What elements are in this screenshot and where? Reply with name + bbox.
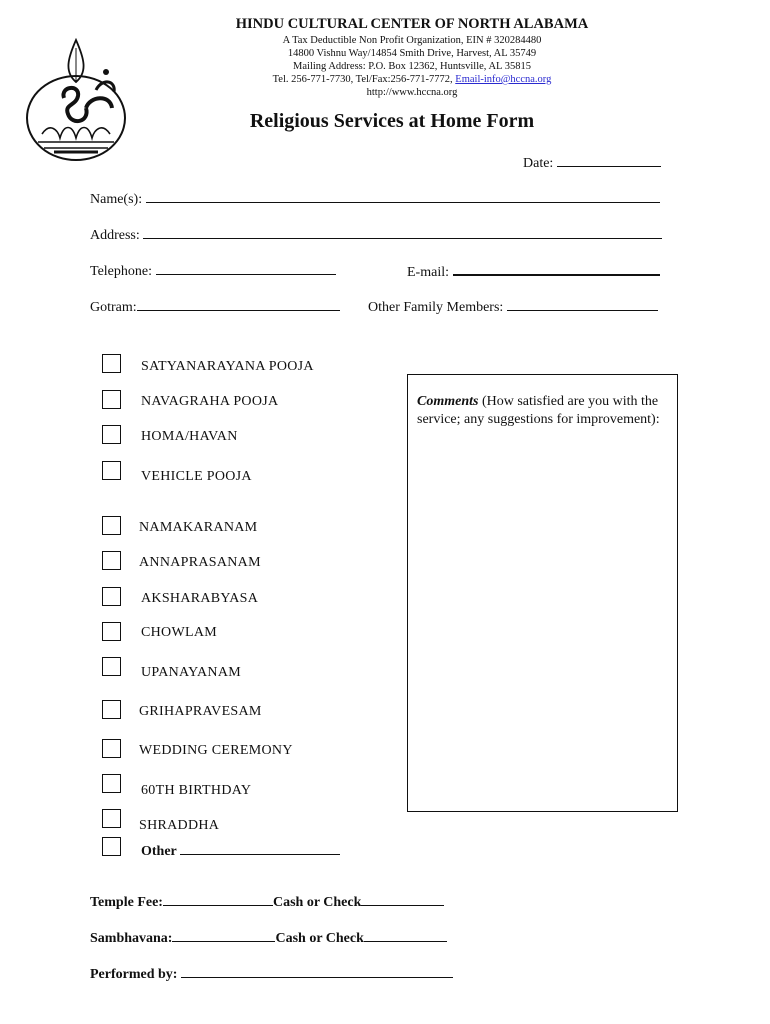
service-label: NAMAKARANAM — [139, 520, 258, 535]
comments-prompt — [417, 393, 667, 429]
other-input-line[interactable] — [180, 840, 340, 855]
telephone-input-line[interactable] — [156, 260, 336, 275]
gotram-label: Gotram: — [90, 300, 137, 315]
org-phone: Tel. 256-771-7730, Tel/Fax:256-771-7772, — [272, 74, 456, 85]
other-family-field — [368, 296, 658, 317]
email-label: E-mail: — [407, 265, 449, 280]
temple-fee-cash-or-check-label: Cash or Check — [272, 895, 362, 910]
service-label: ANNAPRASANAM — [139, 555, 261, 570]
address-label: Address: — [90, 228, 140, 243]
comments-box[interactable] — [407, 374, 678, 812]
service-label: SATYANARAYANA POOJA — [141, 359, 314, 374]
telephone-field — [90, 260, 336, 281]
other-family-label: Other Family Members: — [368, 300, 504, 315]
gotram-input-line[interactable] — [137, 296, 340, 311]
names-field — [90, 188, 660, 209]
sambhavana-label: Sambhavana: — [90, 931, 173, 946]
sambhavana-cash-or-check-line[interactable] — [364, 927, 447, 942]
service-label: NAVAGRAHA POOJA — [141, 394, 279, 409]
checkbox-other[interactable] — [102, 837, 121, 856]
email-field — [407, 260, 660, 282]
service-label: SHRADDHA — [139, 818, 220, 833]
form-title: Religious Services at Home Form — [249, 110, 535, 132]
checkbox-60th-birthday[interactable] — [102, 774, 121, 793]
service-label: UPANAYANAM — [141, 665, 241, 680]
gotram-field — [90, 296, 340, 317]
temple-fee-cash-or-check-line[interactable] — [361, 891, 444, 906]
temple-fee-input-line[interactable] — [163, 891, 273, 906]
sambhavana-field — [90, 927, 447, 948]
comments-instructions: (How satisfied are you with the service; any suggestions for improvement): — [417, 394, 660, 427]
service-label: AKSHARABYASA — [141, 591, 259, 606]
checkbox-vehicle-pooja[interactable] — [102, 461, 121, 480]
names-label: Name(s): — [90, 192, 143, 207]
email-input-line[interactable] — [453, 260, 660, 276]
other-family-input-line[interactable] — [507, 296, 658, 311]
org-name: HINDU CULTURAL CENTER OF NORTH ALABAMA — [235, 16, 589, 32]
sambhavana-cash-or-check-label: Cash or Check — [275, 931, 364, 946]
checkbox-shraddha[interactable] — [102, 809, 121, 828]
checkbox-homa-havan[interactable] — [102, 425, 121, 444]
service-label: HOMA/HAVAN — [141, 429, 238, 444]
org-mailing-address: Mailing Address: P.O. Box 12362, Huntsville, AL 35815 — [293, 61, 531, 72]
date-label: Date: — [523, 156, 554, 171]
names-input-line[interactable] — [146, 188, 660, 203]
service-label: WEDDING CEREMONY — [139, 743, 293, 758]
performed-by-input-line[interactable] — [181, 963, 453, 978]
telephone-label: Telephone: — [90, 264, 152, 279]
checkbox-aksharabyasa[interactable] — [102, 587, 121, 606]
service-label: GRIHAPRAVESAM — [139, 704, 262, 719]
temple-fee-field — [90, 891, 444, 912]
checkbox-namakaranam[interactable] — [102, 516, 121, 535]
temple-fee-label: Temple Fee: — [90, 895, 163, 910]
email-link[interactable]: Email-info@hccna.org — [455, 74, 552, 85]
checkbox-upanayanam[interactable] — [102, 657, 121, 676]
checkbox-navagraha-pooja[interactable] — [102, 390, 121, 409]
address-field — [90, 224, 662, 245]
other-field — [141, 840, 340, 861]
checkbox-wedding-ceremony[interactable] — [102, 739, 121, 758]
checkbox-satyanarayana-pooja[interactable] — [102, 354, 121, 373]
org-website[interactable]: http://www.hccna.org — [366, 87, 458, 98]
checkbox-grihapravesam[interactable] — [102, 700, 121, 719]
service-label: CHOWLAM — [141, 625, 217, 640]
checkbox-annaprasanam[interactable] — [102, 551, 121, 570]
address-input-line[interactable] — [143, 224, 662, 239]
date-field — [523, 152, 661, 173]
date-input-line[interactable] — [557, 152, 661, 167]
checkbox-chowlam[interactable] — [102, 622, 121, 641]
other-label: Other — [141, 844, 177, 859]
service-label: 60TH BIRTHDAY — [141, 783, 252, 798]
comments-heading: Comments — [417, 394, 479, 409]
sambhavana-input-line[interactable] — [172, 927, 275, 942]
org-tax-line: A Tax Deductible Non Profit Organization, EIN # 320284480 — [282, 35, 542, 46]
org-street-address: 14800 Vishnu Way/14854 Smith Drive, Harvest, AL 35749 — [287, 48, 537, 59]
service-label: VEHICLE POOJA — [141, 469, 252, 484]
performed-by-field — [90, 963, 453, 984]
performed-by-label: Performed by: — [90, 967, 178, 982]
org-contact-line — [0, 73, 770, 87]
